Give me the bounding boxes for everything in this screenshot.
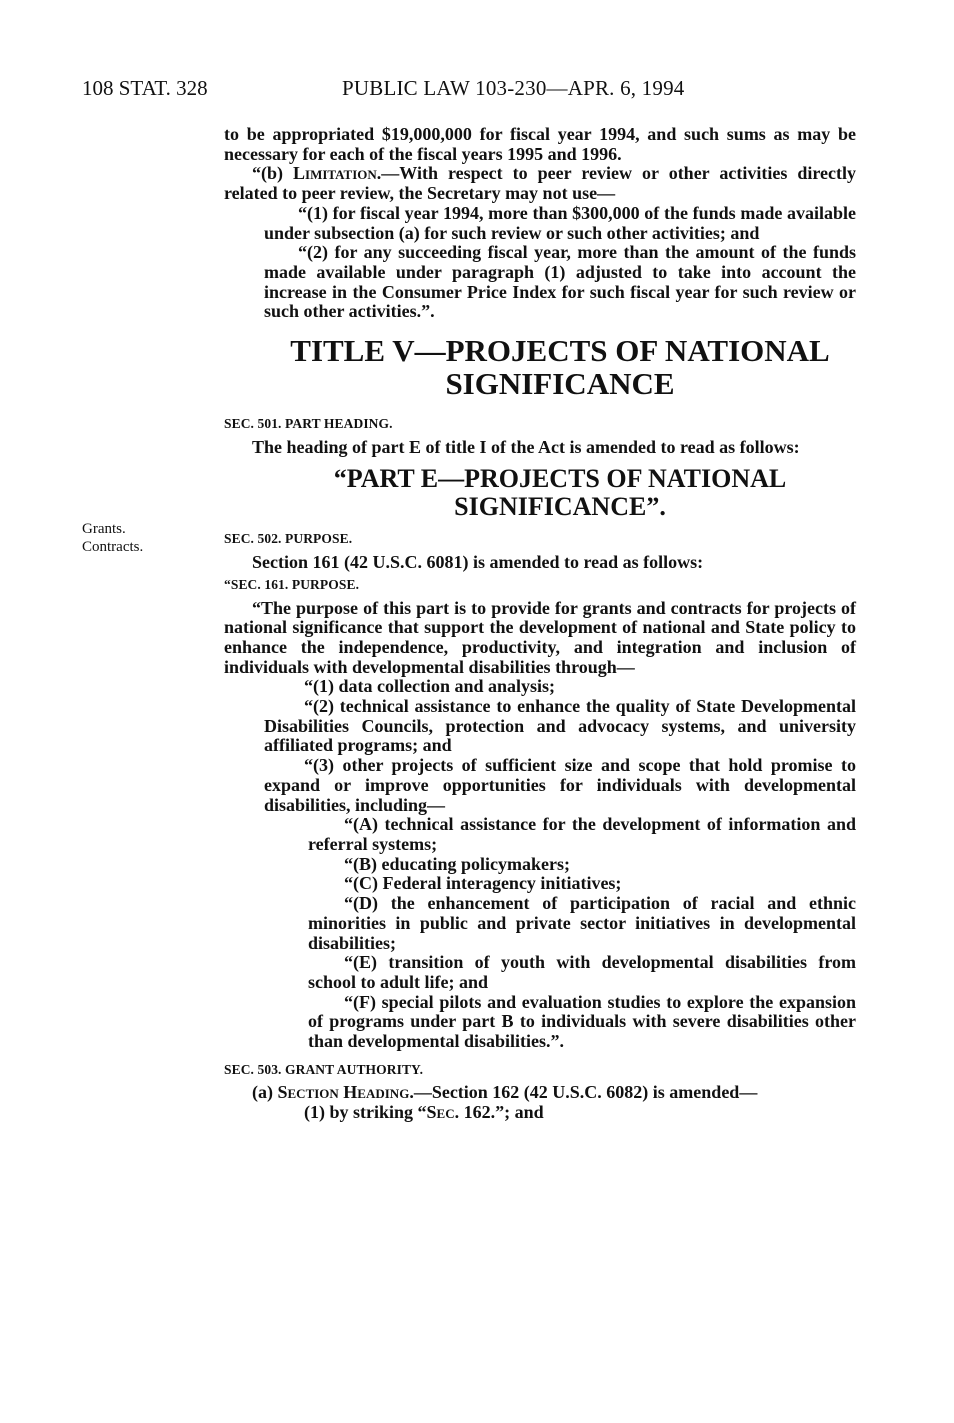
purpose-item-e: “(E) transition of youth with developmental disabilities from school to adult life; and (308, 952, 856, 992)
section-503-a (224, 1083, 856, 1103)
part-e-heading (264, 465, 856, 521)
section-502-heading: SEC. 502. PURPOSE. (224, 531, 353, 547)
section-161-heading: “SEC. 161. PURPOSE. (224, 576, 360, 592)
statute-page-number: 108 STAT. 328 (82, 76, 208, 100)
title-heading-line-1: TITLE V—PROJECTS OF NATIONAL (290, 333, 830, 369)
limitation-item-2: “(2) for any succeeding fiscal year, more than the amount of the funds made available under paragraph (1) adjusted to take into account the increase in the Consumer Price Index for such fiscal year for such review or such other activities.”. (264, 242, 856, 322)
purpose-item-f: “(F) special pilots and evaluation studies to explore the expansion of programs under part B to individuals with severe disabilities other than developmental disabilities.”. (308, 991, 856, 1052)
public-law-citation: PUBLIC LAW 103-230—APR. 6, 1994 (342, 76, 685, 100)
section-503-heading: SEC. 503. GRANT AUTHORITY. (224, 1061, 424, 1077)
section-503-item-1-post: . 162.”; and (454, 1102, 544, 1123)
part-e-heading-line-1: “PART E—PROJECTS OF NATIONAL (333, 464, 787, 494)
section-503-item-1-pre: (1) by striking “ (304, 1102, 427, 1123)
part-e-heading-line-2: SIGNIFICANCE”. (454, 492, 666, 522)
purpose-item-c: “(C) Federal interagency initiatives; (344, 873, 622, 894)
section-503-item-1-sc: Sec (426, 1102, 455, 1123)
margin-note-contracts: Contracts. (82, 539, 144, 555)
purpose-item-3: “(3) other projects of sufficient size and scope that hold promise to expand or improve opportunities for individuals with developmental disabilities, including— (264, 755, 856, 815)
section-502-text: Section 161 (42 U.S.C. 6081) is amended to read as follows: (252, 552, 704, 573)
purpose-item-b: “(B) educating policymakers; (344, 853, 570, 874)
purpose-item-1: “(1) data collection and analysis; (304, 676, 556, 697)
section-503-item-1 (224, 1103, 856, 1123)
section-501-text: The heading of part E of title I of the Act is amended to read as follows: (252, 436, 800, 457)
limitation-paragraph (224, 164, 856, 203)
title-heading-line-2: SIGNIFICANCE (445, 366, 675, 402)
limitation-item-1: “(1) for fiscal year 1994, more than $300,000 of the funds made available under subsection (a) for such review or such other activities; and (264, 202, 856, 243)
section-503-a-lead: (a) (252, 1082, 278, 1103)
margin-notes (82, 520, 143, 556)
purpose-item-d: “(D) the enhancement of participation of racial and ethnic minorities in public and private sector initiatives in developmental disabilities; (308, 893, 856, 953)
continuation-paragraph: to be appropriated $19,000,000 for fiscal year 1994, and such sums as may be necessary for each of the fiscal years 1995 and 1996. (224, 124, 856, 164)
limitation-text: .—With respect to peer review or other activities directly related to peer review, the Secretary may not use— (224, 163, 857, 204)
title-heading (264, 334, 856, 400)
purpose-paragraph: “The purpose of this part is to provide for grants and contracts for projects of national significance that support the development of national and State policy to enhance the independence, productivity, and integration and inclusion of individuals with developmental disabilities through— (224, 597, 856, 677)
section-503-a-text: .—Section 162 (42 U.S.C. 6082) is amended— (409, 1082, 758, 1103)
limitation-lead: “(b) (252, 163, 294, 184)
margin-note-grants: Grants. (82, 521, 126, 537)
purpose-item-2: “(2) technical assistance to enhance the quality of State Developmental Disabilities Councils, protection and advocacy systems, and university affiliated programs; and (264, 696, 856, 756)
section-501-heading: SEC. 501. PART HEADING. (224, 416, 393, 432)
purpose-item-a: “(A) technical assistance for the development of information and referral systems; (308, 814, 856, 854)
section-503-a-heading: Section Heading (277, 1082, 410, 1103)
body-text (224, 125, 856, 1123)
limitation-heading: Limitation (293, 163, 377, 184)
